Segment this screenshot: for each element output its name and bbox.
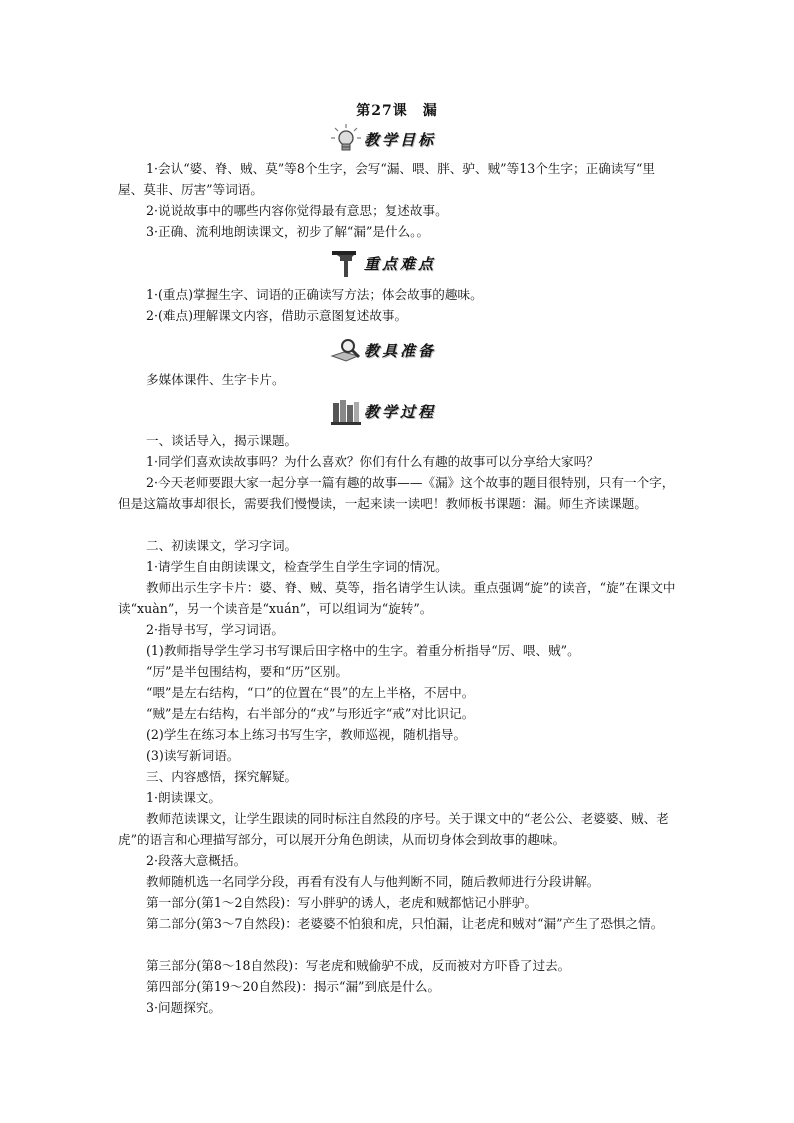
key-point-item-1: 1·(重点)掌握生字、词语的正确读写方法；体会故事的趣味。 <box>146 287 483 302</box>
process-item: (2)学生在练习本上练习书写生字，教师巡视，随机指导。 <box>146 727 467 742</box>
process-item: “贼”是左右结构，右半部分的“戎”与形近字“戒”对比识记。 <box>146 706 475 721</box>
process-item: 第四部分(第19～20自然段)：揭示“漏”到底是什么。 <box>146 979 441 994</box>
process-item: 1·同学们喜欢读故事吗？为什么喜欢？你们有什么有趣的故事可以分享给大家吗？ <box>146 454 599 469</box>
process-item: 1·朗读课文。 <box>146 790 221 805</box>
process-item: 第三部分(第8～18自然段)：写老虎和贼偷驴不成，反而被对方吓昏了过去。 <box>146 958 571 973</box>
key-point-item-2: 2·(难点)理解课文内容，借助示意图复述故事。 <box>146 308 408 323</box>
process-item: 教师范读课文，让学生跟读的同时标注自然段的序号。关于课文中的“老公公、老婆婆、贼、老虎”的语言和心理描写部分，可以展开分角色朗读，从而切身体会到故事的趣味。 <box>118 811 669 847</box>
process-heading-1: 一、谈话导入，揭示课题。 <box>146 433 298 448</box>
process-item: 教师出示生字卡片：婆、脊、贼、莫等，指名请学生认读。重点强调“旋”的读音，“旋”在课文中读“xuàn”，另一个读音是“xuán”，可以组词为“旋转”。 <box>118 580 676 616</box>
tools-text: 多媒体课件、生字卡片。 <box>146 372 285 387</box>
process-item: 第二部分(第3～7自然段)：老婆婆不怕狼和虎，只怕漏，让老虎和贼对“漏”产生了恐惧之情。 <box>146 916 664 931</box>
process-item: 3·问题探究。 <box>146 1000 221 1015</box>
process-item: 第一部分(第1～2自然段)：写小胖驴的诱人，老虎和贼都惦记小胖驴。 <box>146 895 538 910</box>
section-header-goals <box>330 122 436 156</box>
section-title-process: 教学过程 <box>364 402 437 421</box>
process-item: (3)读写新词语。 <box>146 748 240 763</box>
magnifier-book-icon <box>330 334 362 366</box>
books-icon <box>330 395 362 427</box>
process-item: 教师随机选一名同学分段，再看有没有人与他判断不同，随后教师进行分段讲解。 <box>146 874 600 889</box>
goal-item-1: 1·会认“婆、脊、贼、莫”等8个生字，会写“漏、喂、胖、驴、贼”等13个生字；正确读写“里屋、莫非、厉害”等词语。 <box>118 161 656 197</box>
process-item: “喂”是左右结构，“口”的位置在“畏”的左上半格，不居中。 <box>146 685 475 700</box>
process-heading-2: 二、初读课文，学习字词。 <box>146 538 298 553</box>
section-header-key-points <box>330 246 436 280</box>
process-item: 2·今天老师要跟大家一起分享一篇有趣的故事——《漏》这个故事的题目很特别，只有一个字，但是这篇故事却很长，需要我们慢慢读，一起来读一读吧！教师板书课题：漏。师生齐读课题。 <box>118 475 675 511</box>
section-header-process <box>330 394 436 428</box>
goal-item-3: 3·正确、流利地朗读课文，初步了解“漏”是什么。。 <box>146 224 430 239</box>
process-heading-3: 三、内容感悟，探究解疑。 <box>146 769 298 784</box>
section-title-tools: 教具准备 <box>364 341 437 360</box>
section-title-key-points: 重点难点 <box>364 254 437 273</box>
goal-item-2: 2·说说故事中的哪些内容你觉得最有意思；复述故事。 <box>146 203 448 218</box>
lightbulb-icon <box>330 123 362 155</box>
pushpin-icon <box>330 247 362 279</box>
section-header-tools <box>330 333 436 367</box>
process-item: 2·段落大意概括。 <box>146 853 247 868</box>
process-item: 2·指导书写，学习词语。 <box>146 622 284 637</box>
section-title-goals: 教学目标 <box>364 130 437 149</box>
process-item: (1)教师指导学生学习书写课后田字格中的生字。着重分析指导“厉、喂、贼”。 <box>146 643 580 658</box>
process-item: 1·请学生自由朗读课文，检查学生自学生字词的情况。 <box>146 559 448 574</box>
process-item: “厉”是半包围结构，要和“历”区别。 <box>146 664 349 679</box>
lesson-title: 第27课 漏 <box>356 103 438 119</box>
